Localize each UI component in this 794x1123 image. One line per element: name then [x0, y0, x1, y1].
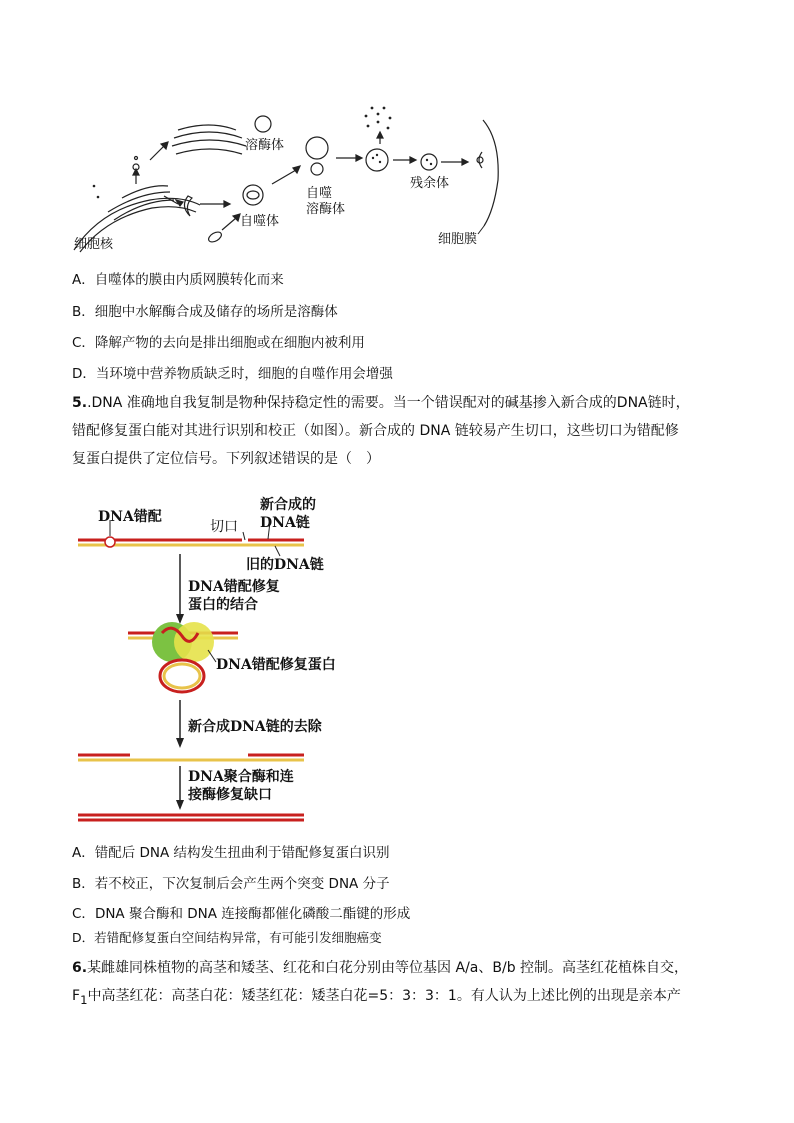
option-letter: D． [72, 930, 95, 945]
option-letter: C． [72, 906, 95, 922]
option-letter: A． [72, 845, 95, 861]
q6-stem [72, 954, 732, 1014]
q5-option-d [72, 928, 382, 946]
q6-f1-symbol: F [72, 988, 81, 1004]
option-letter: C． [72, 335, 95, 351]
q5-option-c [72, 902, 410, 922]
q4-option-a [72, 268, 284, 288]
option-letter: D． [72, 366, 96, 382]
label-new-strand-line1: 新合成的 [260, 497, 316, 513]
label-cell-membrane: 细胞膜 [438, 232, 478, 247]
dna-strand-removed [78, 755, 304, 760]
label-autolysosome-line1: 自噬 [306, 186, 333, 201]
label-step2: 新合成DNA链的去除 [188, 719, 322, 735]
q5-option-a [72, 841, 390, 861]
q4-option-d [72, 362, 393, 382]
q5-stem [72, 389, 732, 473]
digested-vesicle [366, 149, 388, 171]
residual-body-circle [421, 154, 437, 170]
label-autophagosome: 自噬体 [240, 214, 280, 229]
q5-line3: 复蛋白提供了定位信号。下列叙述错误的是（ ） [72, 451, 380, 467]
label-repair-protein: DNA错配修复蛋白 [216, 657, 336, 673]
option-text: 当环境中营养物质缺乏时，细胞的自噬作用会增强 [95, 366, 393, 382]
q5-line2: 错配修复蛋白能对其进行识别和校正（如图）。新合成的 DNA 链较易产生切口，这些切口为错配修 [72, 423, 679, 439]
question-number: 5. [72, 395, 88, 411]
label-new-strand-line2: DNA链 [260, 515, 310, 531]
option-letter: B． [72, 876, 95, 892]
option-text: DNA 聚合酶和 DNA 连接酶都催化磷酸二酯键的形成 [94, 906, 411, 922]
label-old-strand: 旧的DNA链 [246, 557, 324, 573]
label-step3-line1: DNA聚合酶和连 [188, 769, 294, 785]
cell-membrane-curve [483, 120, 498, 226]
label-dna-mismatch: DNA错配 [98, 509, 162, 525]
autophagosome-circle [243, 185, 263, 205]
phagophore [184, 196, 192, 216]
option-text: 自噬体的膜由内质网膜转化而来 [94, 272, 284, 288]
autophagy-figure [60, 100, 520, 260]
option-letter: A． [72, 272, 95, 288]
option-text: 若不校正，下次复制后会产生两个突变 DNA 分子 [94, 876, 390, 892]
label-nick: 切口 [210, 519, 238, 535]
dna-repaired [78, 815, 304, 820]
label-nucleus: 细胞核 [74, 237, 114, 252]
label-step3-line2: 接酶修复缺口 [188, 787, 272, 803]
q5-line1: .DNA 准确地自我复制是物种保持稳定性的需要。当一个错误配对的碱基掺入新合成的DNA链时， [87, 395, 690, 411]
option-text: 若错配修复蛋白空间结构异常，有可能引发细胞癌变 [94, 930, 382, 945]
q5-option-b [72, 872, 390, 892]
q4-option-c [72, 331, 365, 351]
q6-line2: 中高茎红花：高茎白花：矮茎红花：矮茎白花=5：3：3：1。有人认为上述比例的出现是亲本产 [87, 988, 681, 1004]
option-text: 错配后 DNA 结构发生扭曲利于错配修复蛋白识别 [94, 845, 390, 861]
question-number: 6. [72, 960, 88, 976]
mismatch-repair-figure [70, 490, 370, 830]
label-step1-line1: DNA错配修复 [188, 579, 280, 595]
q4-option-b [72, 300, 338, 320]
label-step1-line2: 蛋白的结合 [188, 597, 258, 613]
label-autolysosome-line2: 溶酶体 [306, 202, 346, 217]
label-lysosome: 溶酶体 [245, 138, 285, 153]
q6-line1: 某雌雄同株植物的高茎和矮茎、红花和白花分别由等位基因 A/a、B/b 控制。高茎红花植株自交， [87, 960, 689, 976]
option-text: 细胞中水解酶合成及储存的场所是溶酶体 [94, 304, 338, 320]
golgi-apparatus [178, 125, 236, 130]
lysosome-circle [255, 116, 271, 132]
q6-f1-subscript: 1 [80, 992, 88, 1007]
option-letter: B． [72, 304, 95, 320]
option-text: 降解产物的去向是排出细胞或在细胞内被利用 [94, 335, 365, 351]
label-residual-body: 残余体 [410, 176, 450, 191]
autolysosome-circle [306, 137, 328, 159]
